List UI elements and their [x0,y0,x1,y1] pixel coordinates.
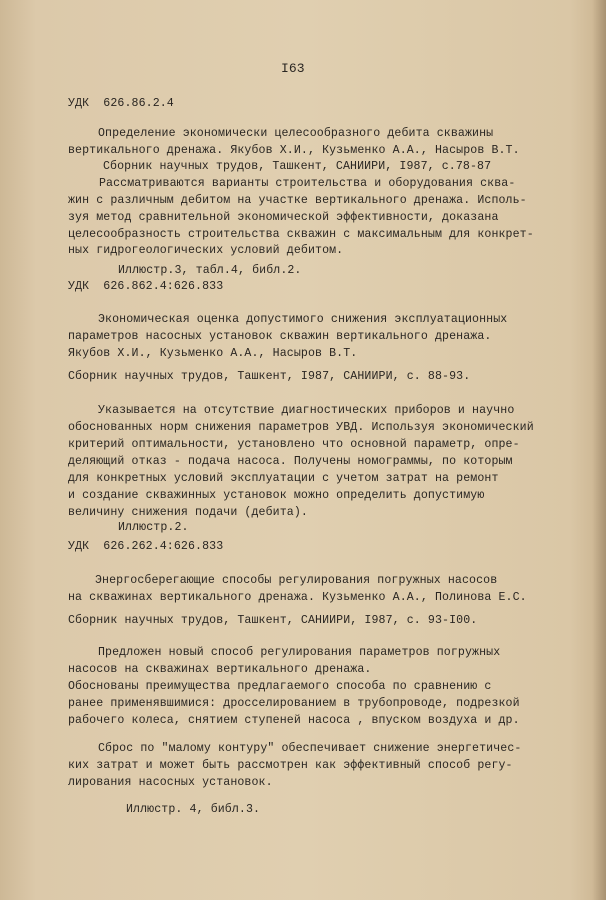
entry-source-line: Сборник научных трудов, Ташкент, I987, САНИИРИ, с. 88-93. [68,370,471,383]
abstract-line: Рассматриваются варианты строительства и оборудования сква- [99,177,516,190]
udk-code: УДК 626.862.4:626.833 [68,280,224,293]
abstract-line: Предложен новый способ регулирования параметров погружных [98,646,501,659]
abstract-line: Обоснованы преимущества предлагаемого способа по сравнению с [68,680,492,693]
udk-code: УДК 626.262.4:626.833 [68,540,224,553]
abstract-line: величину снижения подачи (дебита). [68,506,308,519]
abstract-line: и создание скважинных установок можно определить допустимую [68,489,485,502]
entry-title-line: Определение экономически целесообразного дебита скважины [98,127,494,140]
abstract-line: ранее применявшимися: дросселированием в трубопроводе, подрезкой [68,697,520,710]
entry-title-line: вертикального дренажа. Якубов Х.И., Кузьменко А.А., Насыров В.Т. [68,144,520,157]
entry-source-line: Сборник научных трудов, Ташкент, САНИИРИ, I987, с. 93-I00. [68,614,478,627]
udk-code: УДК 626.86.2.4 [68,97,174,110]
page-edge-shadow [592,0,606,900]
abstract-line: деляющий отказ - подача насоса. Получены номограммы, по которым [68,455,513,468]
entry-authors-line: Якубов Х.И., Кузьменко А.А., Насыров В.Т. [68,347,358,360]
abstract-line: для конкретных условий эксплуатации с учетом затрат на ремонт [68,472,499,485]
page-number: I63 [281,61,305,76]
abstract-line: насосов на скважинах вертикального дренажа. [68,663,372,676]
abstract-line: целесообразность строительства скважин с максимальным для конкрет- [68,228,534,241]
abstract-line: лирования насосных установок. [68,776,273,789]
entry-title-line: Экономическая оценка допустимого снижения эксплуатационных [98,313,508,326]
abstract-line: ных гидрогеологических условий дебитом. [68,244,344,257]
entry-source-line: Сборник научных трудов, Ташкент, САНИИРИ, I987, с.78-87 [103,160,492,173]
abstract-line: ких затрат и может быть рассмотрен как эффективный способ регу- [68,759,513,772]
entry-title-line: Энергосберегающие способы регулирования погружных насосов [95,574,498,587]
entry-title-line: параметров насосных установок скважин вертикального дренажа. [68,330,492,343]
entry-title-line: на скважинах вертикального дренажа. Кузьменко А.А., Полинова Е.С. [68,591,527,604]
abstract-line: Указывается на отсутствие диагностических приборов и научно [98,404,515,417]
abstract-line: зуя метод сравнительной экономической эффективности, доказана [68,211,499,224]
abstract-line: обоснованных норм снижения параметров УВД. Используя экономический [68,421,534,434]
abstract-line: жин с различным дебитом на участке вертикального дренажа. Исполь- [68,194,527,207]
illustr-note: Иллюстр.2. [118,521,189,534]
abstract-line: рабочего колеса, снятием ступеней насоса , впуском воздуха и др. [68,714,520,727]
illustr-note: Иллюстр. 4, библ.3. [126,803,261,816]
abstract-line: критерий оптимальности, установлено что основной параметр, опре- [68,438,520,451]
abstract-line: Сброс по "малому контуру" обеспечивает снижение энергетичес- [98,742,522,755]
illustr-note: Иллюстр.3, табл.4, библ.2. [118,264,302,277]
